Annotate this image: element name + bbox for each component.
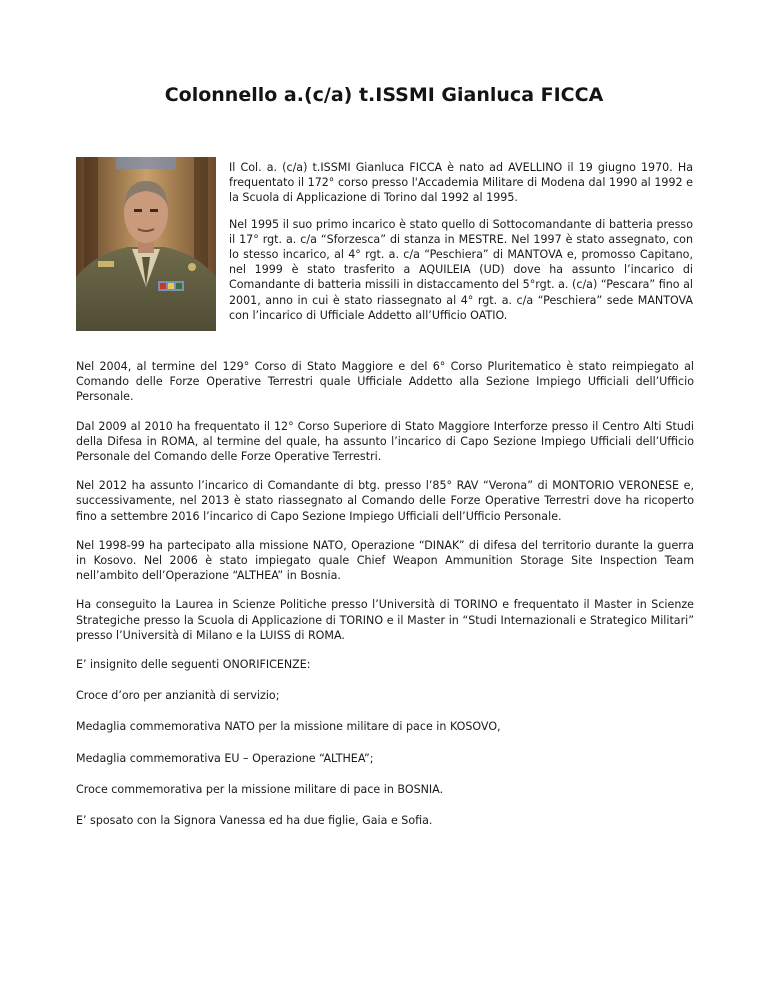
honors-list: [76, 657, 694, 828]
page-title: Colonnello a.(c/a) t.ISSMI Gianluca FICCA: [164, 84, 604, 106]
honor-item: Croce d’oro per anzianità di servizio;: [76, 689, 280, 703]
family-note: E’ sposato con la Signora Vanessa ed ha due figlie, Gaia e Sofia.: [76, 814, 433, 828]
honor-item: Medaglia commemorativa NATO per la missione militare di pace in KOSOVO,: [76, 720, 501, 734]
honors-heading: E’ insignito delle seguenti ONORIFICENZE:: [76, 658, 311, 672]
portrait-illustration: [76, 157, 216, 331]
body-paragraph: Nel 1998-99 ha partecipato alla missione NATO, Operazione “DINAK” di difesa del territorio durante la guerra in Kosovo. Nel 2006 è stato impiegato quale Chief Weapon Ammunition Storage Site Inspection Team nell’ambito dell’Operazione “ALTHEA” in Bosnia.: [76, 538, 694, 583]
body-paragraph: Nel 2004, al termine del 129° Corso di Stato Maggiore e del 6° Corso Pluritematico è stato reimpiegato al Comando delle Forze Operative Terrestri quale Ufficiale Addetto alla Sezione Impiego Ufficiali dell’Ufficio Personale.: [76, 360, 694, 404]
body-paragraph: Ha conseguito la Laurea in Scienze Politiche presso l’Università di TORINO e frequentato il Master in Scienze Strategiche presso la Scuola di Applicazione di TORINO e il Master in “Studi Internazionali e Strategico Militari” presso l’Università di Milano e la LUISS di ROMA.: [76, 598, 694, 642]
intro-paragraph: Nel 1995 il suo primo incarico è stato quello di Sottocomandante di batteria presso il 17° rgt. a. c/a “Sforzesca” di stanza in MESTRE. Nel 1997 è stato assegnato, con lo stesso incarico, al 4° rgt. a. c/a “Peschiera” di MANTOVA e, promosso Capitano, nel 1999 è stato trasferito a AQUILEIA (UD) dove ha assunto l’incarico di Comandante di batteria missili in distaccamento del 5°rgt. a. (c/a) “Pescara” fino al 2001, anno in cui è stato riassegnato al 4° rgt. a. c/a “Peschiera” sede MANTOVA con l’incarico di Ufficiale Addetto all’Ufficio OATIO.: [229, 217, 693, 322]
intro-paragraph: Il Col. a. (c/a) t.ISSMI Gianluca FICCA è nato ad AVELLINO il 19 giugno 1970. Ha frequentato il 172° corso presso l'Accademia Militare di Modena dal 1990 al 1992 e la Scuola di Applicazione di Torino dal 1992 al 1995.: [229, 161, 693, 205]
honor-item: Medaglia commemorativa EU – Operazione “ALTHEA”;: [76, 751, 374, 765]
intro-section: [229, 160, 693, 334]
body-paragraph: Nel 2012 ha assunto l’incarico di Comandante di btg. presso l’85° RAV “Verona” di MONTORIO VERONESE e, successivamente, nel 2013 è stato riassegnato al Comando delle Forze Operative Terrestri dove ha ricoperto fino a settembre 2016 l’incarico di Capo Sezione Impiego Ufficiali dell’Ufficio Personale.: [76, 479, 694, 523]
biography-body: [76, 359, 694, 844]
portrait-photo: [76, 157, 216, 331]
honor-item: Croce commemorativa per la missione militare di pace in BOSNIA.: [76, 782, 444, 796]
body-paragraph: Dal 2009 al 2010 ha frequentato il 12° Corso Superiore di Stato Maggiore Interforze presso il Centro Alti Studi della Difesa in ROMA, al termine del quale, ha assunto l’incarico di Capo Sezione Impiego Ufficiali dell’Ufficio Personale del Comando delle Forze Operative Terrestri.: [76, 419, 694, 464]
